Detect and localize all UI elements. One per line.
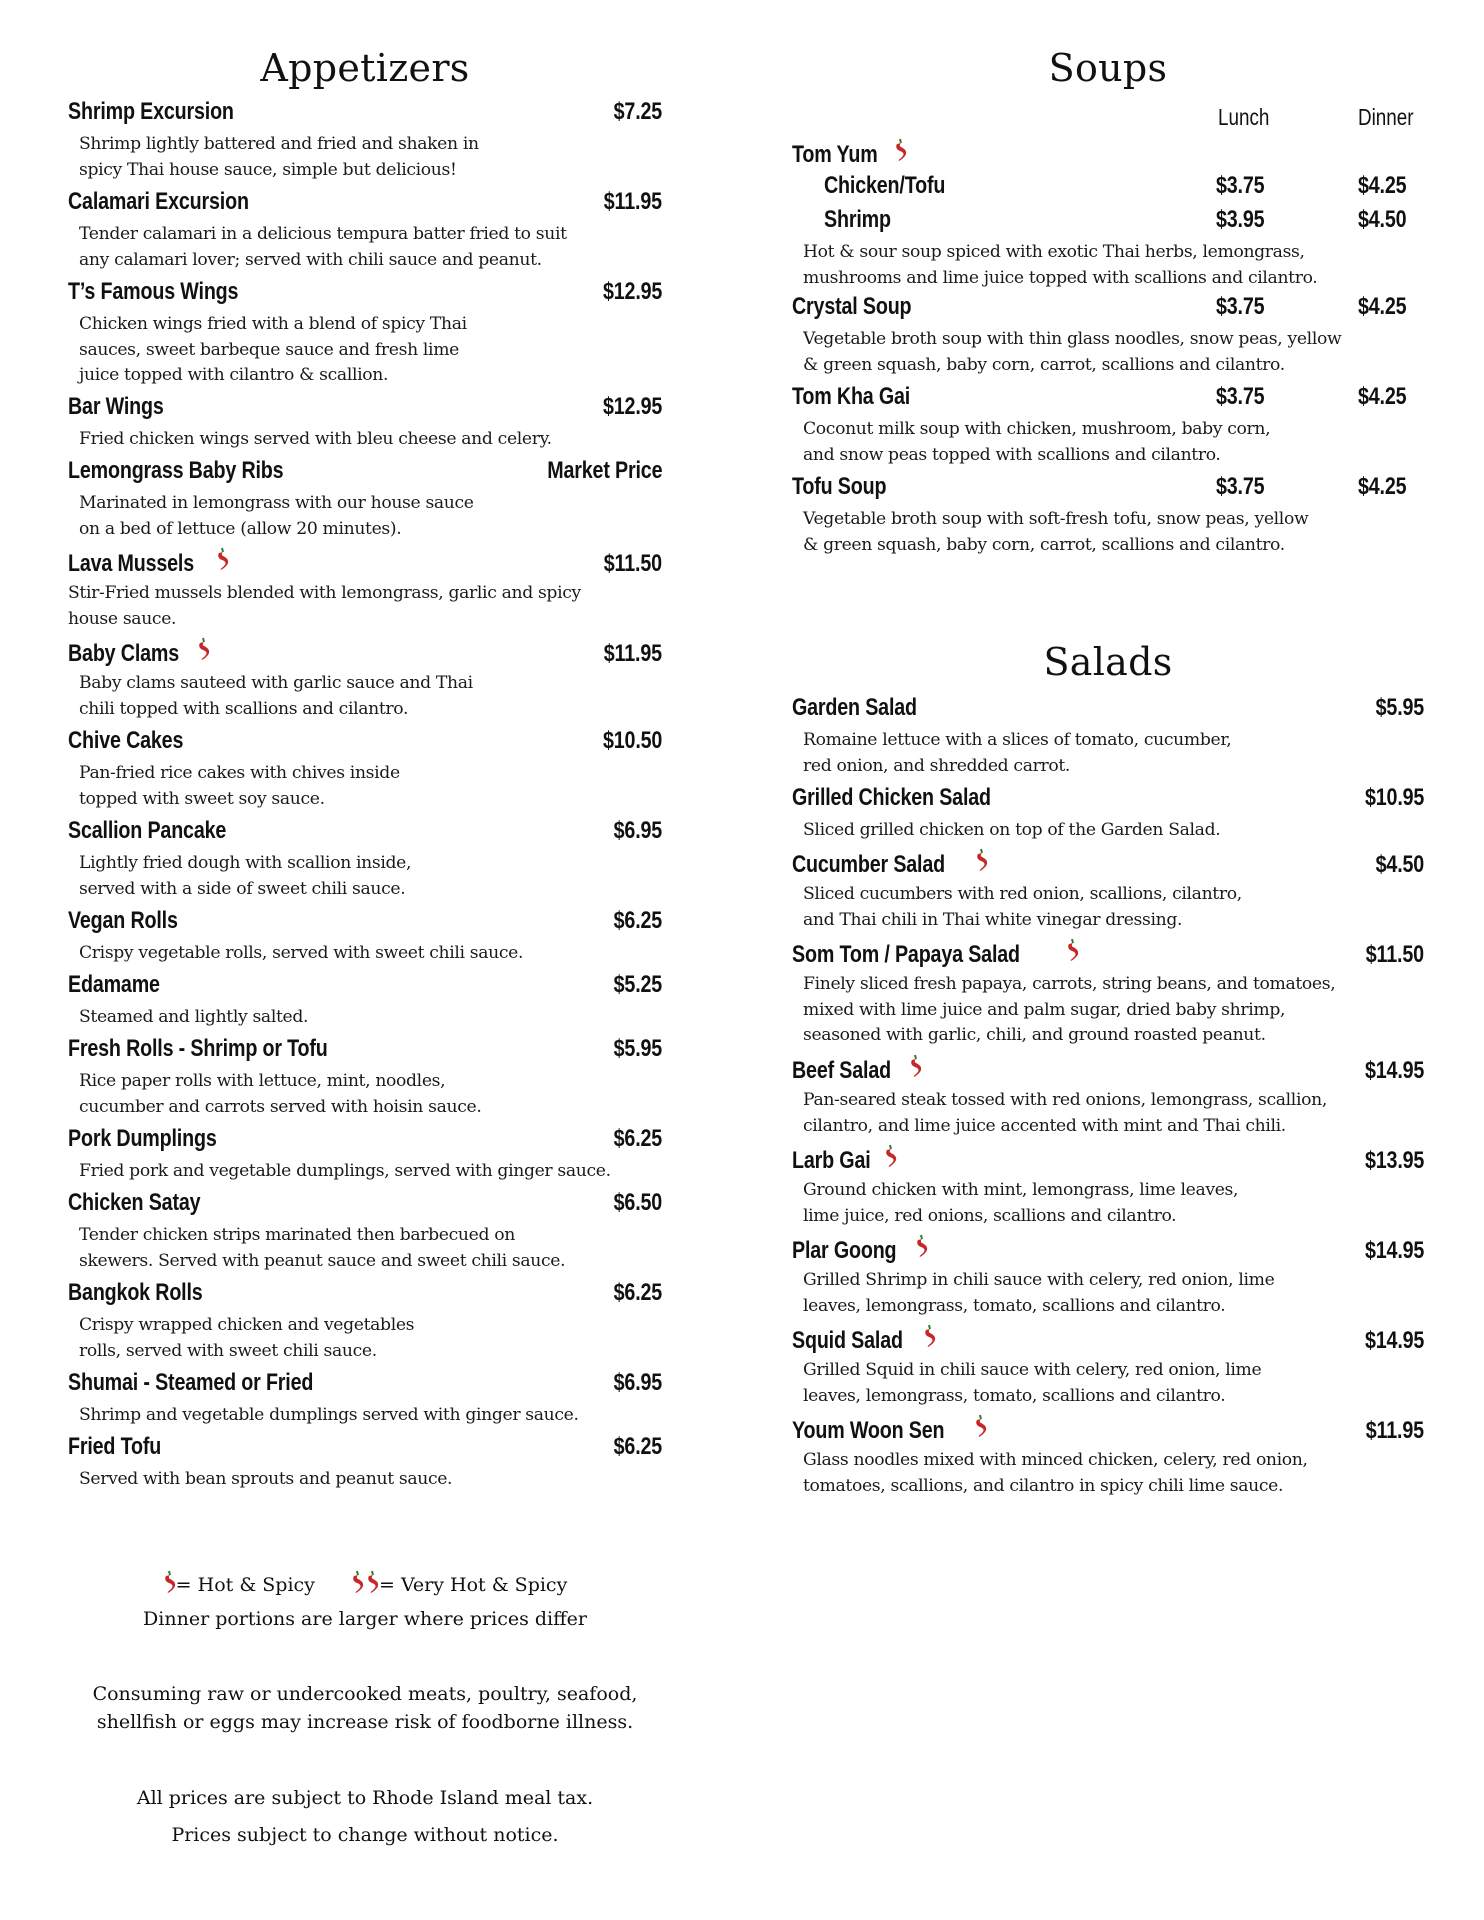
chili-pepper-icon bbox=[163, 1570, 176, 1594]
item-title-group bbox=[792, 1054, 922, 1085]
dinner-price: $4.50 bbox=[1358, 206, 1407, 233]
item-description: Pan-fried rice cakes with chives inside topped with sweet soy sauce. bbox=[79, 763, 400, 809]
dinner-price: $4.25 bbox=[1358, 172, 1407, 199]
item-title-group bbox=[68, 457, 331, 485]
appetizer-item bbox=[68, 393, 662, 453]
item-description: Chicken wings fried with a blend of spicy Thai sauces, sweet barbeque sauce and fresh lime juice topped with cilantro & scallion. bbox=[79, 314, 467, 385]
chili-pepper-icon bbox=[351, 1570, 364, 1594]
item-title-group bbox=[68, 727, 209, 755]
item-title-group bbox=[792, 1234, 928, 1265]
item-header-row bbox=[68, 1369, 662, 1403]
item-description: Vegetable broth soup with soft-fresh tofu, snow peas, yellow & green squash, baby corn, carrot, scallions and cilantro. bbox=[803, 509, 1309, 555]
item-price: $11.50 bbox=[603, 550, 662, 577]
item-title-group bbox=[792, 848, 988, 879]
item-price: $12.95 bbox=[602, 393, 662, 420]
item-name: Bar Wings bbox=[68, 393, 164, 420]
appetizer-item bbox=[68, 1035, 662, 1120]
item-description: Sliced grilled chicken on top of the Garden Salad. bbox=[803, 820, 1221, 840]
spice-legend bbox=[68, 1570, 662, 1630]
lunch-price: $3.75 bbox=[1216, 383, 1265, 410]
appetizer-item bbox=[68, 188, 662, 273]
soups-title: Soups bbox=[1048, 46, 1168, 90]
lunch-header: Lunch bbox=[1218, 104, 1270, 130]
item-name: Chive Cakes bbox=[68, 727, 184, 754]
item-header-row bbox=[68, 547, 662, 581]
item-name: Tom Yum bbox=[792, 141, 878, 168]
item-price: $6.25 bbox=[613, 1433, 662, 1460]
item-header-row bbox=[792, 1054, 1424, 1088]
salad-item bbox=[792, 1414, 1424, 1499]
item-description: Grilled Shrimp in chili sauce with celery, red onion, lime leaves, lemongrass, tomato, scallions and cilantro. bbox=[803, 1270, 1275, 1316]
item-header-row bbox=[68, 1035, 662, 1069]
item-description: Fried pork and vegetable dumplings, served with ginger sauce. bbox=[79, 1161, 611, 1181]
soup-variant-row bbox=[792, 172, 1424, 206]
salad-item bbox=[792, 694, 1424, 779]
item-name: Calamari Excursion bbox=[68, 188, 249, 215]
item-header-row bbox=[68, 1279, 662, 1313]
appetizer-item bbox=[68, 457, 662, 542]
item-name: Youm Woon Sen bbox=[792, 1417, 945, 1444]
item-price: $14.95 bbox=[1364, 1237, 1424, 1264]
item-price: $14.95 bbox=[1364, 1057, 1424, 1084]
change-note: Prices subject to change without notice. bbox=[171, 1824, 559, 1846]
item-name: Vegan Rolls bbox=[68, 907, 178, 934]
chili-pepper-icon bbox=[884, 1144, 897, 1168]
appetizers-title: Appetizers bbox=[260, 46, 470, 90]
salad-item bbox=[792, 784, 1424, 844]
item-description: Pan-seared steak tossed with red onions, lemongrass, scallion, cilantro, and lime juice accented with mint and Thai chili. bbox=[803, 1090, 1327, 1136]
variant-name: Shrimp bbox=[824, 206, 891, 233]
item-name: Shrimp Excursion bbox=[68, 98, 234, 125]
item-price: $4.50 bbox=[1375, 851, 1424, 878]
dinner-header: Dinner bbox=[1358, 104, 1414, 130]
item-title-group bbox=[68, 188, 289, 216]
item-name: Shumai - Steamed or Fried bbox=[68, 1369, 314, 1396]
item-description: Crispy wrapped chicken and vegetables rolls, served with sweet chili sauce. bbox=[79, 1315, 415, 1361]
item-header-row bbox=[68, 1433, 662, 1467]
tax-note: All prices are subject to Rhode Island meal tax. bbox=[136, 1787, 594, 1809]
item-header-row bbox=[792, 1414, 1424, 1448]
item-name: Scallion Pancake bbox=[68, 817, 227, 844]
item-description: Stir-Fried mussels blended with lemongrass, garlic and spicy house sauce. bbox=[68, 583, 581, 629]
item-title-group bbox=[68, 637, 210, 668]
chili-pepper-icon bbox=[974, 1414, 987, 1438]
item-name: Edamame bbox=[68, 971, 160, 998]
item-name: Garden Salad bbox=[792, 694, 917, 721]
item-header-row bbox=[68, 393, 662, 427]
item-title-group bbox=[68, 1035, 385, 1063]
item-price: $11.95 bbox=[603, 188, 662, 215]
appetizer-item bbox=[68, 1189, 662, 1274]
item-name: Beef Salad bbox=[792, 1057, 892, 1084]
item-header-row bbox=[68, 98, 662, 132]
item-name: Fresh Rolls - Shrimp or Tofu bbox=[68, 1035, 328, 1062]
portions-note: Dinner portions are larger where prices differ bbox=[143, 1608, 587, 1630]
appetizer-item bbox=[68, 817, 662, 902]
item-title-group bbox=[68, 278, 276, 306]
item-title-group bbox=[792, 938, 1079, 969]
item-price: $6.95 bbox=[613, 817, 662, 844]
appetizer-item bbox=[68, 278, 662, 389]
chili-pepper-icon bbox=[923, 1324, 936, 1348]
item-name: Squid Salad bbox=[792, 1327, 903, 1354]
item-description: Sliced cucumbers with red onion, scallions, cilantro, and Thai chili in Thai white vinegar dressing. bbox=[803, 884, 1242, 930]
item-price: $6.25 bbox=[613, 907, 662, 934]
item-description: Lightly fried dough with scallion inside, served with a side of sweet chili sauce. bbox=[79, 853, 412, 899]
salad-item bbox=[792, 938, 1424, 1049]
item-description: Marinated in lemongrass with our house sauce on a bed of lettuce (allow 20 minutes). bbox=[79, 493, 474, 539]
soup-item bbox=[792, 473, 1424, 507]
salad-item bbox=[792, 1324, 1424, 1409]
item-description: Fried chicken wings served with bleu cheese and celery. bbox=[79, 429, 552, 449]
item-description: Hot & sour soup spiced with exotic Thai herbs, lemongrass, mushrooms and lime juice topped with scallions and cilantro. bbox=[803, 242, 1318, 288]
item-name: Larb Gai bbox=[792, 1147, 871, 1174]
chili-pepper-icon bbox=[197, 637, 210, 661]
item-name: Lava Mussels bbox=[68, 550, 195, 577]
soup-item bbox=[792, 293, 1424, 327]
item-header-row bbox=[792, 848, 1424, 882]
item-title-group bbox=[68, 971, 180, 999]
raw-food-warning: Consuming raw or undercooked meats, poultry, seafood, shellfish or eggs may increase risk of foodborne illness. bbox=[92, 1683, 638, 1733]
chili-pepper-icon bbox=[216, 547, 229, 571]
appetizer-item bbox=[68, 907, 662, 967]
appetizer-item bbox=[68, 547, 662, 632]
item-title-group bbox=[68, 1279, 232, 1307]
item-name: Baby Clams bbox=[68, 640, 180, 667]
soup-item bbox=[792, 383, 1424, 417]
item-title-group bbox=[68, 907, 202, 935]
item-description: Baby clams sauteed with garlic sauce and Thai chili topped with scallions and cilantro. bbox=[79, 673, 473, 719]
salad-item bbox=[792, 1234, 1424, 1319]
item-header-row bbox=[68, 971, 662, 1005]
item-price: $5.25 bbox=[613, 971, 662, 998]
item-title-group bbox=[792, 694, 944, 722]
item-header-row bbox=[68, 1125, 662, 1159]
dinner-price: $4.25 bbox=[1358, 383, 1407, 410]
appetizer-item bbox=[68, 971, 662, 1031]
item-description: Finely sliced fresh papaya, carrots, string beans, and tomatoes, mixed with lime juice and palm sugar, dried baby shrimp, seasoned with garlic, chili, and ground roasted peanut. bbox=[803, 974, 1336, 1045]
soup-variant-row bbox=[792, 206, 1424, 240]
item-header-row bbox=[68, 1189, 662, 1223]
item-title-group bbox=[68, 1369, 367, 1397]
item-header-row bbox=[68, 278, 662, 312]
item-price: $7.25 bbox=[613, 98, 662, 125]
lunch-price: $3.75 bbox=[1216, 293, 1265, 320]
item-title-group bbox=[792, 1144, 897, 1175]
item-description: Vegetable broth soup with thin glass noodles, snow peas, yellow & green squash, baby corn, carrot, scallions and cilantro. bbox=[803, 329, 1342, 375]
item-description: Tender chicken strips marinated then barbecued on skewers. Served with peanut sauce and sweet chili sauce. bbox=[79, 1225, 566, 1271]
item-name: Lemongrass Baby Ribs bbox=[68, 457, 284, 484]
item-description: Served with bean sprouts and peanut sauce. bbox=[79, 1469, 453, 1489]
salad-item bbox=[792, 848, 1424, 933]
item-description: Rice paper rolls with lettuce, mint, noodles, cucumber and carrots served with hoisin sauce. bbox=[79, 1071, 482, 1117]
item-price: $10.50 bbox=[602, 727, 662, 754]
appetizer-item bbox=[68, 1125, 662, 1185]
item-price: $5.95 bbox=[1375, 694, 1424, 721]
item-price: $6.25 bbox=[613, 1279, 662, 1306]
item-name: Plar Goong bbox=[792, 1237, 897, 1264]
item-header-row bbox=[792, 1144, 1424, 1178]
item-header-row bbox=[792, 784, 1424, 818]
item-description: Grilled Squid in chili sauce with celery, red onion, lime leaves, lemongrass, tomato, scallions and cilantro. bbox=[803, 1360, 1262, 1406]
item-price: $6.50 bbox=[613, 1189, 662, 1216]
item-price: $5.95 bbox=[613, 1035, 662, 1062]
hot-label: = Hot & Spicy bbox=[175, 1574, 315, 1596]
item-name: Fried Tofu bbox=[68, 1433, 162, 1460]
salad-item bbox=[792, 1054, 1424, 1139]
item-header-row bbox=[68, 907, 662, 941]
item-price: $14.95 bbox=[1364, 1327, 1424, 1354]
item-title-group bbox=[68, 1433, 182, 1461]
item-description: Steamed and lightly salted. bbox=[79, 1007, 309, 1027]
chili-pepper-icon bbox=[894, 138, 907, 162]
chili-pepper-icon bbox=[915, 1234, 928, 1258]
item-description: Shrimp lightly battered and fried and shaken in spicy Thai house sauce, simple but delicious! bbox=[79, 134, 479, 180]
lunch-price: $3.95 bbox=[1216, 206, 1265, 233]
item-price: Market Price bbox=[546, 457, 662, 484]
appetizer-item bbox=[68, 1369, 662, 1429]
dinner-price: $4.25 bbox=[1358, 293, 1407, 320]
item-price: $13.95 bbox=[1364, 1147, 1424, 1174]
item-title-group bbox=[792, 1324, 936, 1355]
price-notice bbox=[68, 1780, 662, 1854]
item-title-group bbox=[68, 393, 185, 421]
item-title-group bbox=[792, 1414, 987, 1445]
item-title-group bbox=[68, 98, 270, 126]
item-name: Tofu Soup bbox=[792, 473, 887, 500]
item-name: Chicken Satay bbox=[68, 1189, 201, 1216]
item-header-row bbox=[68, 727, 662, 761]
item-header-row bbox=[792, 694, 1424, 728]
salads-title: Salads bbox=[1043, 640, 1173, 684]
item-title-group bbox=[68, 1189, 229, 1217]
soup-tom-yum bbox=[792, 138, 1424, 172]
item-description: Ground chicken with mint, lemongrass, lime leaves, lime juice, red onions, scallions and cilantro. bbox=[803, 1180, 1239, 1226]
item-title-group bbox=[792, 784, 1035, 812]
item-price: $6.95 bbox=[613, 1369, 662, 1396]
item-description: Tender calamari in a delicious tempura batter fried to suit any calamari lover; served with chili sauce and peanut. bbox=[79, 224, 567, 270]
salad-item bbox=[792, 1144, 1424, 1229]
chili-pepper-icon bbox=[975, 848, 988, 872]
item-description: Romaine lettuce with a slices of tomato, cucumber, red onion, and shredded carrot. bbox=[803, 730, 1232, 776]
item-description: Coconut milk soup with chicken, mushroom, baby corn, and snow peas topped with scallions and cilantro. bbox=[803, 419, 1271, 465]
variant-name: Chicken/Tofu bbox=[824, 172, 946, 199]
item-header-row bbox=[68, 817, 662, 851]
item-price: $11.95 bbox=[603, 640, 662, 667]
item-name: Bangkok Rolls bbox=[68, 1279, 203, 1306]
item-description: Crispy vegetable rolls, served with sweet chili sauce. bbox=[79, 943, 524, 963]
item-name: Grilled Chicken Salad bbox=[792, 784, 991, 811]
appetizer-item bbox=[68, 637, 662, 722]
item-header-row bbox=[792, 938, 1424, 972]
item-title-group bbox=[68, 547, 229, 578]
item-price: $11.50 bbox=[1365, 941, 1424, 968]
item-name: Cucumber Salad bbox=[792, 851, 946, 878]
item-header-row bbox=[68, 188, 662, 222]
item-description: Glass noodles mixed with minced chicken, celery, red onion, tomatoes, scallions, and cilantro in spicy chili lime sauce. bbox=[803, 1450, 1308, 1496]
dinner-price: $4.25 bbox=[1358, 473, 1407, 500]
item-name: Crystal Soup bbox=[792, 293, 912, 320]
appetizer-item bbox=[68, 98, 662, 183]
item-name: Som Tom / Papaya Salad bbox=[792, 941, 1020, 968]
lunch-price: $3.75 bbox=[1216, 172, 1265, 199]
item-price: $6.25 bbox=[613, 1125, 662, 1152]
item-name: Pork Dumplings bbox=[68, 1125, 217, 1152]
item-name: Tom Kha Gai bbox=[792, 383, 911, 410]
item-name: T’s Famous Wings bbox=[68, 278, 239, 305]
chili-pepper-icon bbox=[1066, 938, 1079, 962]
price-column-headers bbox=[792, 104, 1424, 134]
item-price: $10.95 bbox=[1364, 784, 1424, 811]
chili-pepper-icon bbox=[366, 1570, 379, 1594]
item-price: $12.95 bbox=[602, 278, 662, 305]
item-header-row bbox=[68, 637, 662, 671]
appetizer-item bbox=[68, 727, 662, 812]
chili-pepper-icon bbox=[909, 1054, 922, 1078]
item-title-group bbox=[68, 817, 261, 845]
item-description: Shrimp and vegetable dumplings served with ginger sauce. bbox=[79, 1405, 579, 1425]
appetizer-item bbox=[68, 1433, 662, 1493]
item-header-row bbox=[792, 1324, 1424, 1358]
item-header-row bbox=[68, 457, 662, 491]
lunch-price: $3.75 bbox=[1216, 473, 1265, 500]
item-title-group bbox=[68, 1125, 249, 1153]
item-price: $11.95 bbox=[1365, 1417, 1424, 1444]
item-header-row bbox=[792, 1234, 1424, 1268]
very-hot-label: = Very Hot & Spicy bbox=[379, 1574, 568, 1596]
appetizer-item bbox=[68, 1279, 662, 1364]
